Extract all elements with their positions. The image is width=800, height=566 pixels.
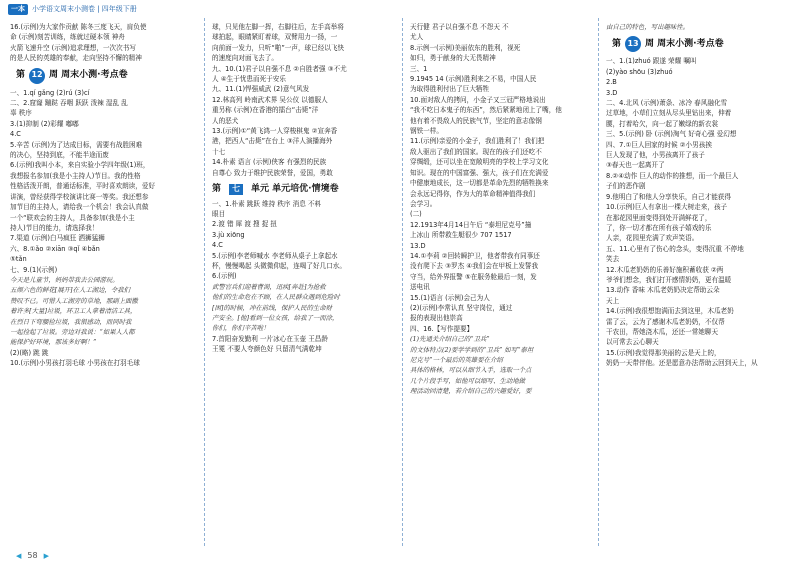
text-line: 14.(示例)我很想饱满而去到这里，木瓜老奶 bbox=[606, 307, 734, 316]
text-line: 他有着不畏敌人的民族气节，坚定的意志像钢 bbox=[410, 116, 542, 125]
text-line: 九、10.(1)君子以自强不息 ②自胜者强 ③不尤 bbox=[212, 64, 347, 73]
text-line: 眼目 bbox=[212, 209, 226, 218]
text-line: 16.(示例)为大家作贡献 陈冬三度飞天，肩负使 bbox=[10, 23, 147, 31]
text-line: 10.(示例)小男孩打羽毛球 小男孩在打羽毛球 bbox=[10, 359, 140, 368]
text-line: 5.辛苦 (示例)为了达成目标，需要有战胜困难 bbox=[10, 140, 143, 149]
text-line: 二、2.窟窿 蹦跶 吞咽 跃跃 泼辣 湿乱 乱 bbox=[10, 99, 128, 108]
text-line: 12.林高列 岭南武术界 吴公仪 以德服人 bbox=[212, 95, 328, 104]
handwritten-line: 着许多[大量]垃圾，环卫工人拿着清洁工具， bbox=[10, 307, 137, 316]
text-line: 爷爷们想念，我们打开感情奶奶，更有温暖 bbox=[606, 275, 732, 284]
text-line: (二) bbox=[410, 210, 422, 219]
text-line: 六、8.①ǎo ②xiān ③qǐ ④bǎn bbox=[10, 244, 100, 253]
week-number-badge: 13 bbox=[625, 36, 641, 52]
handwritten-line: 理活动回清楚，若介绍自己的兴趣爱好，要 bbox=[410, 387, 532, 396]
text-line: 14.①李莉 ②回转瞬护卫，他者带我有同事还 bbox=[410, 251, 540, 260]
text-line: 上冰山 所带救生艇很少 707 1517 bbox=[410, 231, 512, 240]
text-line: 的决心，坚持到底，不能半途而废 bbox=[10, 151, 109, 160]
text-line: 人的恶犬 bbox=[212, 116, 239, 125]
text-line: 辜 秩序 bbox=[10, 109, 32, 118]
text-line: 9.他明白了和他人分享快乐，自己才能获得 bbox=[606, 192, 731, 201]
text-line: 命 (示例)刻苦训练，练就过硬本领 神舟 bbox=[10, 33, 125, 42]
text-line: 12.木瓜老奶奶的乐善好施积蓄收获 ②两 bbox=[606, 265, 724, 274]
text-line: 敌人驱出了我们的国家。现在的孩子们还吃不 bbox=[410, 147, 542, 156]
page-number: 58 bbox=[27, 551, 38, 560]
text-line: 13.(示例)①“黄飞鸿一人穿梭棋鬼 ②宣奔香 bbox=[212, 127, 338, 136]
unit-number-tag: 七 bbox=[229, 184, 243, 194]
text-line: 6.(示例)我叫小本，来自实验小学四年级(1)班， bbox=[10, 161, 150, 170]
text-line: 一、1.qí gǎng (2)rú (3)cí bbox=[10, 88, 90, 97]
answer-column-2 bbox=[212, 22, 400, 355]
triangle-right-icon: ▶ bbox=[43, 551, 49, 560]
unit-title: 单元 单元培优·情境卷 bbox=[251, 184, 339, 195]
unit-prefix: 第 bbox=[212, 184, 222, 195]
page-header bbox=[8, 2, 137, 16]
text-line: 在那花园里面变得到处开满鲜花了， bbox=[606, 213, 712, 222]
handwritten-line: 今天是儿童节，妈妈带我去公园游玩。 bbox=[10, 275, 119, 284]
text-line: 知识。现在的中国富强、强大，孩子们在充满爱 bbox=[410, 168, 549, 177]
text-line: 性格活泼开朗，普通话标准，平时喜欢朗读，爱好 bbox=[10, 182, 156, 191]
handwritten-line: 赞叹不已。可惜人工湖旁的草地，那副上面撒 bbox=[10, 296, 138, 305]
text-line: 以可常去云心聊天 bbox=[606, 338, 659, 347]
text-line: 天上 bbox=[606, 296, 620, 305]
handwritten-line: 你们，你们辛苦啦！ bbox=[212, 324, 270, 333]
text-line: 13.动作 香味 木瓜老奶奶决定帮助云朵 bbox=[606, 286, 720, 295]
text-line: 报的表现出他崇高 bbox=[410, 314, 463, 323]
text-line: 九、11.(1)悍强威武 (2)意气风发 bbox=[212, 85, 310, 94]
text-line: 重另称 (示例)在香港的擂台“击毙”洋 bbox=[212, 106, 319, 115]
text-line: 会学习。 bbox=[410, 199, 437, 208]
text-line: 讲演，曾经获得学校演讲比赛一等奖。我还想参 bbox=[10, 192, 149, 201]
text-line: 七、9.(1)(示例) bbox=[10, 265, 58, 274]
page-footer bbox=[16, 551, 49, 560]
text-line: 7.渠道 (示例)白马疯狂 洒狮猛狮 bbox=[10, 234, 105, 243]
handwritten-line: [困]的时候，冲在前线，保护人民的生命财 bbox=[212, 303, 333, 312]
text-line: 的速度向对面飞去了。 bbox=[212, 54, 278, 63]
banner-prefix: 第 bbox=[16, 70, 26, 81]
text-line: (2)(示例)李常认真 坚守岗位，通过 bbox=[410, 303, 513, 312]
text-line: 五、11.心里有了伤心的念头，变得沉重 不停地 bbox=[606, 244, 744, 253]
text-line: 的是人民的英雄的奉献，走向坚持不懈的精神 bbox=[10, 54, 142, 63]
handwritten-line: 在烈日下弯腰捡垃圾，我很感动，而同时我 bbox=[10, 317, 132, 326]
text-line: 持人)节目的能力，请选择我！ bbox=[10, 223, 99, 232]
text-line: 十七 bbox=[212, 147, 226, 156]
handwritten-line: 武警官兵们迎着曹渴，迅疾[奔赴]为抢救 bbox=[212, 282, 326, 291]
unit-banner bbox=[212, 184, 400, 194]
text-line: 奶奶一天带伴他。还是愿意办法帮助云回到天上，从 bbox=[606, 359, 758, 368]
text-line: 9.1945 14 (示例)胜利来之不易，中国人民 bbox=[410, 75, 537, 84]
triangle-left-icon: ◀ bbox=[16, 551, 22, 560]
handwritten-line: 产安全。[他]看到一位女孩，给我了一而涂， bbox=[212, 313, 339, 322]
text-line: 13.D bbox=[410, 241, 426, 250]
text-line: 2.渡 错 犀 渡 搜 捉 扭 bbox=[212, 220, 278, 229]
handwritten-line: 他们的生命危在不顾，在人民群众遇到危险时 bbox=[212, 293, 340, 302]
text-line: 干农田，帮她浇木瓜，还还一常她聊天 bbox=[606, 327, 719, 336]
week-banner bbox=[16, 68, 198, 84]
handwritten-line: 的文体特点(2)要学学到的“卫兵” 如写“泰坦 bbox=[410, 345, 534, 354]
text-line: 为取得胜利付出了巨大牺牲 bbox=[410, 85, 490, 94]
text-line: (2)(略) 跳 跳 bbox=[10, 348, 49, 357]
text-line: 一、1.(1)zhuó 跟遂 荣耀 嘱叫 bbox=[606, 57, 697, 66]
header-title: 小学语文周末小测卷 | 四年级下册 bbox=[32, 5, 137, 13]
text-line: 加节目的主持人，请给我一个机会！我会认真做 bbox=[10, 203, 149, 212]
text-line: 一个“联欢会的主持人，具备参加(我是小主 bbox=[10, 213, 135, 222]
text-line: 天行健 君子以自强不息 不怨天 不 bbox=[410, 23, 509, 31]
text-line: 7.首阳奋发勤利 一片冰心在玉壶 王昌龄 bbox=[212, 334, 328, 343]
text-line: 火箭飞速升空 (示例)追求理想，一次次书写 bbox=[10, 43, 136, 52]
text-line: ③春天也一起离开了 bbox=[606, 161, 665, 170]
text-line: (2)yào shōu (3)zhuó bbox=[606, 67, 673, 76]
text-line: 如归，勇于献身的大无畏精神 bbox=[410, 54, 496, 63]
text-line: 子们的恶作剧 bbox=[606, 182, 646, 191]
brand-logo: 一本 bbox=[8, 4, 28, 15]
text-line: 3.D bbox=[606, 88, 618, 97]
text-line: 三、5.(示例) 卧 (示例)淘气 好奇心强 爱幻想 bbox=[606, 130, 737, 139]
text-line: 球，只见他左脚一挥，右脚往后，左手高举将 bbox=[212, 23, 344, 31]
text-line: 守当，给外界报警 ⑤在服务舱最后一刻，发 bbox=[410, 272, 537, 281]
text-line: 尤人 bbox=[410, 33, 424, 42]
text-line: 四、7.①巨人回家的时候 ②小男孩挨 bbox=[606, 140, 712, 149]
answer-column-3 bbox=[410, 22, 598, 397]
text-line: 二、4.北风 (示例)萧条、冰冷 春风融化雪 bbox=[606, 99, 728, 108]
text-line: 过草地，小草们立刻从尽头里钻出来，伸着 bbox=[606, 109, 732, 118]
handwritten-line: 由自己的特色，写出趣味性。 bbox=[606, 23, 690, 31]
text-line: 我想报名参加(我是小主持人)节目。我的性格 bbox=[10, 171, 141, 180]
text-line: 会永远记得你，作为大的革命精神值得我们 bbox=[410, 189, 536, 198]
handwritten-line: 几个片段手写，如他可以细写、生动地做 bbox=[410, 376, 526, 385]
text-line: 10.面对敌人的拷问，小金子又三冠严格地说出 bbox=[410, 95, 546, 104]
week-number-badge: 12 bbox=[29, 68, 45, 84]
text-line: 王冕 不要人夸颜色好 只留清气满乾坤 bbox=[212, 345, 322, 354]
text-line: 中健康地成长，这一切都是革命先烈的牺牲换来 bbox=[410, 179, 549, 188]
handwritten-line: (1)先通关介绍自己的“卫兵” bbox=[410, 335, 490, 344]
answer-column-1 bbox=[10, 22, 198, 369]
text-line: 向前面一发力，只听“啪”一声，球已经以飞快 bbox=[212, 43, 345, 52]
text-line: 三、1 bbox=[410, 64, 428, 73]
text-line: 了，你一切才都在所有孩子嬉戏的乐 bbox=[606, 223, 712, 232]
banner-title: 周 周末小测·考点卷 bbox=[645, 39, 724, 50]
handwritten-line: 能保护好环境，那该多好啊！” bbox=[10, 338, 97, 347]
text-line: 没有爬下去 ③罗杰 ④我们会在甲板上发誓我 bbox=[410, 262, 539, 271]
text-line: 钢铁一样。 bbox=[410, 127, 443, 136]
text-line: 4.C bbox=[10, 130, 21, 139]
text-line: 杯，慢慢喝起 头微微仰起，连喝了好几口水。 bbox=[212, 261, 346, 270]
banner-prefix: 第 bbox=[612, 39, 622, 50]
text-line: 腰，打着哈欠，向一起了嫩绿的新衣裳 bbox=[606, 119, 719, 128]
banner-title: 周 周末小测·考点卷 bbox=[49, 70, 128, 81]
answer-column-4 bbox=[606, 22, 794, 369]
handwritten-line: 具体的格林，可以从细节入手，选取一个点 bbox=[410, 366, 532, 375]
week-banner bbox=[612, 36, 794, 52]
text-line: 15.(1)语言 (示例)会己为人 bbox=[410, 293, 490, 302]
text-line: 12.1913年4月14日午后 “泰坦尼克号”撞 bbox=[410, 220, 532, 229]
text-line: 2.B bbox=[606, 78, 617, 87]
text-line: 15.(示例)我觉得那美丽的云是天上的， bbox=[606, 348, 721, 357]
text-line: 8.②④动作 巨人的动作的推想，而一个最巨人 bbox=[606, 171, 739, 180]
handwritten-line: 五颜六色的鲜花[展开]在人工湖边，令我们 bbox=[10, 286, 131, 295]
text-line: 送电讯 bbox=[410, 283, 430, 292]
text-line: 11.(示例)亲爱的小金子，我们胜利了！我们把 bbox=[410, 137, 545, 146]
column-divider bbox=[204, 18, 205, 546]
text-line: 5.(示例)李老师喊水 李老师从桌子上拿起水 bbox=[212, 251, 338, 260]
text-line: 人亲，花园里充满了欢声笑语。 bbox=[606, 234, 699, 243]
text-line: 巨人发现了他，小男孩离开了孩子 bbox=[606, 151, 705, 160]
text-line: 雷了云，云为了感谢木瓜老奶奶，不仅帮 bbox=[606, 317, 725, 326]
handwritten-line: 一起捡起了垃圾。旁边对我说：“如果人人都 bbox=[10, 327, 135, 336]
text-line: 4.C bbox=[212, 241, 223, 250]
text-line: 3.jù xiōng bbox=[212, 230, 245, 239]
text-line: ⑤tǎn bbox=[10, 255, 27, 264]
text-line: 自尊心 致力于维护民族荣誉，爱国，勇敢 bbox=[212, 168, 333, 177]
text-line: 穿绸缎，还可以坐在宽敞明亮的学校上学习文化 bbox=[410, 158, 549, 167]
column-divider bbox=[598, 18, 599, 546]
text-line: 10.(示例)巨人有拿出一棵大树走来，孩子 bbox=[606, 203, 728, 212]
text-line: 3.(1)抑制 (2)彩耀 嘟嘟 bbox=[10, 119, 79, 128]
text-line: “我不吃日本鬼子的东西”，然后紧紧地闭上了嘴，他 bbox=[410, 106, 562, 115]
column-divider bbox=[402, 18, 403, 546]
handwritten-line: 尼克号”一个最后的英雄要在介绍 bbox=[410, 356, 503, 364]
text-line: 球拍起，眼睛紧盯着球，双臂用力一扬，一 bbox=[212, 33, 338, 42]
text-line: 笑去 bbox=[606, 255, 620, 264]
text-line: 港，把西人“击毙”在台上 ③洋人演播海外 bbox=[212, 137, 333, 146]
text-line: 6.(示例) bbox=[212, 272, 237, 281]
text-line: 四、16.【写作提要】 bbox=[410, 324, 474, 333]
text-line: 一、1.朴素 跳跃 维持 秩序 消息 不料 bbox=[212, 199, 322, 208]
text-line: 14.朴素 语言 (示例)侠客 有强烈的民族 bbox=[212, 158, 327, 167]
text-line: 人 ④生于忧患而死于安乐 bbox=[212, 75, 286, 84]
text-line: 8.示例一(示例)美丽依东的胜利，视死 bbox=[410, 43, 521, 52]
